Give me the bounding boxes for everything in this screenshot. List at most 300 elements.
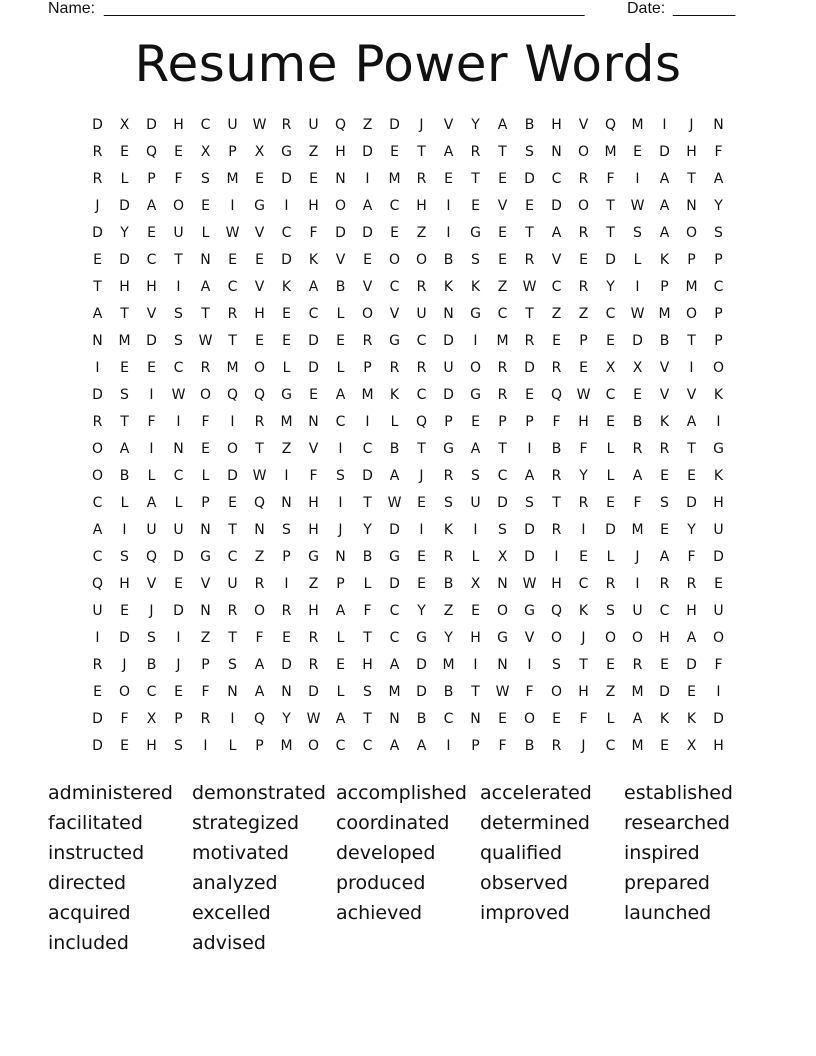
grid-letter[interactable]: Q (604, 117, 617, 133)
grid-letter[interactable]: P (363, 360, 372, 376)
grid-letter[interactable]: E (201, 441, 210, 457)
grid-letter[interactable]: A (659, 549, 670, 565)
grid-letter[interactable]: P (336, 576, 345, 592)
grid-letter[interactable]: I (284, 198, 289, 214)
grid-letter[interactable]: S (201, 171, 210, 187)
grid-letter[interactable]: L (120, 171, 129, 187)
grid-letter[interactable]: O (334, 198, 347, 214)
grid-letter[interactable]: R (308, 657, 319, 673)
grid-letter[interactable]: D (362, 144, 373, 160)
grid-letter[interactable]: X (200, 144, 211, 160)
grid-letter[interactable]: C (389, 630, 400, 646)
grid-letter[interactable]: L (174, 495, 183, 511)
grid-letter[interactable]: N (200, 252, 211, 268)
grid-letter[interactable]: L (120, 495, 129, 511)
grid-letter[interactable]: T (93, 279, 102, 295)
grid-letter[interactable]: I (365, 171, 370, 187)
grid-letter[interactable]: O (199, 387, 212, 403)
grid-letter[interactable]: E (714, 576, 723, 592)
grid-letter[interactable]: I (716, 684, 721, 700)
grid-letter[interactable]: R (605, 576, 616, 592)
grid-letter[interactable]: I (203, 738, 208, 754)
grid-letter[interactable]: T (687, 171, 696, 187)
grid-letter[interactable]: L (606, 468, 615, 484)
grid-letter[interactable]: M (118, 333, 131, 349)
grid-letter[interactable]: M (226, 171, 239, 187)
grid-letter[interactable]: I (284, 468, 289, 484)
grid-letter[interactable]: E (309, 171, 318, 187)
grid-letter[interactable]: R (416, 360, 427, 376)
grid-letter[interactable]: K (578, 603, 589, 619)
grid-letter[interactable]: R (416, 279, 427, 295)
grid-letter[interactable]: O (523, 711, 536, 727)
grid-letter[interactable]: X (146, 711, 157, 727)
grid-letter[interactable]: T (687, 333, 696, 349)
grid-letter[interactable]: D (92, 738, 103, 754)
grid-letter[interactable]: D (416, 684, 427, 700)
grid-letter[interactable]: H (470, 630, 481, 646)
grid-letter[interactable]: Y (120, 225, 129, 241)
grid-letter[interactable]: R (551, 360, 562, 376)
grid-letter[interactable]: W (522, 576, 537, 592)
grid-letter[interactable]: D (308, 333, 319, 349)
grid-letter[interactable]: A (92, 306, 103, 322)
grid-letter[interactable]: M (604, 144, 617, 160)
grid-letter[interactable]: A (389, 657, 400, 673)
grid-letter[interactable]: K (443, 522, 454, 538)
date-blank-line[interactable]: _______ (673, 0, 736, 17)
grid-letter[interactable]: D (659, 684, 670, 700)
grid-letter[interactable]: R (578, 279, 589, 295)
grid-letter[interactable]: H (335, 144, 346, 160)
grid-letter[interactable]: T (498, 144, 507, 160)
grid-letter[interactable]: P (714, 252, 723, 268)
grid-letter[interactable]: T (606, 198, 615, 214)
grid-letter[interactable]: I (176, 414, 181, 430)
grid-letter[interactable]: K (713, 468, 724, 484)
grid-letter[interactable]: E (255, 252, 264, 268)
grid-letter[interactable]: R (362, 333, 373, 349)
grid-letter[interactable]: A (362, 198, 373, 214)
grid-letter[interactable]: D (173, 549, 184, 565)
grid-letter[interactable]: D (146, 333, 157, 349)
grid-letter[interactable]: A (551, 225, 562, 241)
grid-letter[interactable]: M (361, 387, 374, 403)
grid-letter[interactable]: M (658, 306, 671, 322)
grid-letter[interactable]: F (552, 414, 561, 430)
grid-letter[interactable]: T (471, 171, 480, 187)
grid-letter[interactable]: I (149, 441, 154, 457)
grid-letter[interactable]: L (336, 360, 345, 376)
grid-letter[interactable]: V (146, 306, 157, 322)
grid-letter[interactable]: Y (444, 630, 453, 646)
grid-letter[interactable]: O (253, 360, 266, 376)
grid-letter[interactable]: H (578, 414, 589, 430)
grid-letter[interactable]: D (362, 225, 373, 241)
grid-letter[interactable]: R (443, 549, 454, 565)
grid-letter[interactable]: E (228, 252, 237, 268)
grid-letter[interactable]: S (606, 603, 615, 619)
grid-letter[interactable]: A (146, 198, 157, 214)
grid-letter[interactable]: L (201, 225, 210, 241)
grid-letter[interactable]: D (605, 252, 616, 268)
grid-letter[interactable]: I (419, 522, 424, 538)
grid-letter[interactable]: E (417, 549, 426, 565)
grid-letter[interactable]: D (524, 360, 535, 376)
grid-letter[interactable]: H (308, 495, 319, 511)
grid-letter[interactable]: E (687, 468, 696, 484)
grid-letter[interactable]: P (174, 711, 183, 727)
grid-letter[interactable]: N (497, 657, 508, 673)
grid-letter[interactable]: R (92, 414, 103, 430)
grid-letter[interactable]: E (93, 684, 102, 700)
grid-letter[interactable]: M (631, 117, 644, 133)
grid-letter[interactable]: S (363, 684, 372, 700)
grid-letter[interactable]: E (525, 387, 534, 403)
grid-letter[interactable]: C (146, 252, 157, 268)
grid-letter[interactable]: B (632, 414, 643, 430)
grid-letter[interactable]: U (470, 495, 481, 511)
grid-letter[interactable]: U (713, 522, 724, 538)
grid-letter[interactable]: O (496, 603, 509, 619)
grid-letter[interactable]: E (120, 360, 129, 376)
grid-letter[interactable]: X (254, 144, 265, 160)
grid-letter[interactable]: U (713, 603, 724, 619)
grid-letter[interactable]: L (633, 252, 642, 268)
grid-letter[interactable]: R (524, 333, 535, 349)
grid-letter[interactable]: Y (282, 711, 291, 727)
grid-letter[interactable]: O (253, 603, 266, 619)
grid-letter[interactable]: G (389, 549, 400, 565)
grid-letter[interactable]: E (282, 630, 291, 646)
grid-letter[interactable]: R (416, 171, 427, 187)
grid-letter[interactable]: N (200, 522, 211, 538)
grid-letter[interactable]: E (255, 333, 264, 349)
grid-letter[interactable]: O (226, 441, 239, 457)
grid-letter[interactable]: W (171, 387, 186, 403)
grid-letter[interactable]: P (714, 306, 723, 322)
grid-letter[interactable]: I (527, 657, 532, 673)
grid-letter[interactable]: W (495, 684, 510, 700)
grid-letter[interactable]: P (201, 495, 210, 511)
grid-letter[interactable]: X (497, 549, 508, 565)
grid-letter[interactable]: D (659, 144, 670, 160)
grid-letter[interactable]: J (95, 198, 100, 214)
grid-letter[interactable]: J (419, 117, 424, 133)
grid-letter[interactable]: E (660, 657, 669, 673)
grid-letter[interactable]: W (576, 387, 591, 403)
grid-letter[interactable]: V (308, 441, 319, 457)
grid-letter[interactable]: V (335, 252, 346, 268)
grid-letter[interactable]: I (365, 414, 370, 430)
grid-letter[interactable]: Q (226, 387, 239, 403)
grid-letter[interactable]: Y (579, 468, 588, 484)
grid-letter[interactable]: H (551, 576, 562, 592)
grid-letter[interactable]: E (579, 360, 588, 376)
grid-letter[interactable]: N (470, 711, 481, 727)
grid-letter[interactable]: T (228, 630, 237, 646)
grid-letter[interactable]: E (498, 252, 507, 268)
grid-letter[interactable]: I (230, 414, 235, 430)
grid-letter[interactable]: L (228, 738, 237, 754)
grid-letter[interactable]: K (443, 279, 454, 295)
grid-letter[interactable]: C (605, 738, 616, 754)
grid-letter[interactable]: R (551, 738, 562, 754)
grid-letter[interactable]: I (635, 576, 640, 592)
grid-letter[interactable]: E (282, 306, 291, 322)
grid-letter[interactable]: R (281, 603, 292, 619)
grid-letter[interactable]: H (416, 198, 427, 214)
grid-letter[interactable]: H (119, 576, 130, 592)
grid-letter[interactable]: D (632, 333, 643, 349)
grid-letter[interactable]: V (578, 117, 589, 133)
grid-letter[interactable]: P (201, 657, 210, 673)
grid-letter[interactable]: T (417, 144, 426, 160)
grid-letter[interactable]: E (336, 333, 345, 349)
grid-letter[interactable]: A (659, 171, 670, 187)
grid-letter[interactable]: I (689, 360, 694, 376)
grid-letter[interactable]: S (633, 225, 642, 241)
grid-letter[interactable]: R (578, 495, 589, 511)
grid-letter[interactable]: E (309, 387, 318, 403)
grid-letter[interactable]: O (712, 630, 725, 646)
grid-letter[interactable]: R (389, 360, 400, 376)
grid-letter[interactable]: K (659, 252, 670, 268)
grid-letter[interactable]: Y (471, 117, 480, 133)
grid-letter[interactable]: O (550, 630, 563, 646)
grid-letter[interactable]: R (497, 360, 508, 376)
grid-letter[interactable]: E (228, 495, 237, 511)
grid-letter[interactable]: C (389, 603, 400, 619)
grid-letter[interactable]: E (471, 414, 480, 430)
grid-letter[interactable]: F (687, 549, 696, 565)
grid-letter[interactable]: I (230, 198, 235, 214)
grid-letter[interactable]: X (605, 360, 616, 376)
grid-letter[interactable]: E (147, 360, 156, 376)
grid-letter[interactable]: I (554, 549, 559, 565)
grid-letter[interactable]: S (282, 522, 291, 538)
grid-letter[interactable]: I (122, 522, 127, 538)
grid-letter[interactable]: S (174, 738, 183, 754)
grid-letter[interactable]: B (524, 738, 535, 754)
grid-letter[interactable]: P (444, 414, 453, 430)
grid-letter[interactable]: Q (253, 711, 266, 727)
grid-letter[interactable]: O (172, 198, 185, 214)
grid-letter[interactable]: Z (200, 630, 211, 646)
grid-letter[interactable]: E (525, 198, 534, 214)
grid-letter[interactable]: E (363, 252, 372, 268)
grid-letter[interactable]: E (336, 657, 345, 673)
grid-letter[interactable]: H (659, 630, 670, 646)
grid-letter[interactable]: L (201, 468, 210, 484)
grid-letter[interactable]: V (362, 279, 373, 295)
grid-letter[interactable]: J (689, 117, 694, 133)
grid-letter[interactable]: E (498, 225, 507, 241)
grid-letter[interactable]: K (659, 414, 670, 430)
grid-letter[interactable]: E (660, 738, 669, 754)
grid-letter[interactable]: D (92, 225, 103, 241)
grid-letter[interactable]: O (577, 198, 590, 214)
grid-letter[interactable]: B (524, 117, 535, 133)
grid-letter[interactable]: H (308, 198, 319, 214)
grid-letter[interactable]: I (284, 576, 289, 592)
grid-letter[interactable]: E (174, 144, 183, 160)
grid-letter[interactable]: L (282, 360, 291, 376)
grid-letter[interactable]: B (443, 576, 454, 592)
grid-letter[interactable]: G (308, 549, 319, 565)
grid-letter[interactable]: N (551, 144, 562, 160)
grid-letter[interactable]: Z (416, 225, 427, 241)
grid-letter[interactable]: H (146, 738, 157, 754)
grid-letter[interactable]: A (92, 522, 103, 538)
grid-letter[interactable]: E (606, 657, 615, 673)
grid-letter[interactable]: K (389, 387, 400, 403)
grid-letter[interactable]: E (147, 225, 156, 241)
grid-letter[interactable]: O (604, 630, 617, 646)
grid-letter[interactable]: C (551, 171, 562, 187)
grid-letter[interactable]: Q (415, 414, 428, 430)
grid-letter[interactable]: Z (308, 144, 319, 160)
grid-letter[interactable]: A (389, 468, 400, 484)
grid-letter[interactable]: V (389, 306, 400, 322)
grid-letter[interactable]: L (147, 468, 156, 484)
grid-letter[interactable]: T (228, 333, 237, 349)
grid-letter[interactable]: P (687, 252, 696, 268)
grid-letter[interactable]: E (93, 252, 102, 268)
grid-letter[interactable]: N (92, 333, 103, 349)
grid-letter[interactable]: R (578, 171, 589, 187)
grid-letter[interactable]: A (470, 441, 481, 457)
grid-letter[interactable]: F (498, 738, 507, 754)
grid-letter[interactable]: I (635, 171, 640, 187)
grid-letter[interactable]: E (390, 144, 399, 160)
grid-letter[interactable]: I (446, 225, 451, 241)
grid-letter[interactable]: N (173, 441, 184, 457)
grid-letter[interactable]: F (255, 630, 264, 646)
grid-letter[interactable]: Z (605, 684, 616, 700)
grid-letter[interactable]: S (174, 306, 183, 322)
grid-letter[interactable]: S (120, 549, 129, 565)
grid-letter[interactable]: M (631, 522, 644, 538)
grid-letter[interactable]: L (336, 306, 345, 322)
grid-letter[interactable]: C (335, 738, 346, 754)
grid-letter[interactable]: U (92, 603, 103, 619)
grid-letter[interactable]: A (335, 603, 346, 619)
grid-letter[interactable]: C (443, 711, 454, 727)
grid-letter[interactable]: I (446, 738, 451, 754)
grid-letter[interactable]: R (200, 360, 211, 376)
grid-letter[interactable]: E (606, 495, 615, 511)
grid-letter[interactable]: D (92, 117, 103, 133)
grid-letter[interactable]: N (335, 171, 346, 187)
grid-letter[interactable]: W (198, 333, 213, 349)
grid-letter[interactable]: N (497, 576, 508, 592)
grid-letter[interactable]: A (659, 198, 670, 214)
grid-letter[interactable]: C (389, 279, 400, 295)
grid-letter[interactable]: D (416, 657, 427, 673)
grid-letter[interactable]: E (579, 549, 588, 565)
grid-letter[interactable]: I (581, 522, 586, 538)
grid-letter[interactable]: R (632, 441, 643, 457)
grid-letter[interactable]: T (174, 252, 183, 268)
grid-letter[interactable]: D (389, 117, 400, 133)
grid-letter[interactable]: D (524, 549, 535, 565)
grid-letter[interactable]: M (388, 684, 401, 700)
grid-letter[interactable]: U (173, 225, 184, 241)
grid-letter[interactable]: S (525, 495, 534, 511)
grid-letter[interactable]: C (416, 333, 427, 349)
grid-letter[interactable]: C (335, 414, 346, 430)
grid-letter[interactable]: N (713, 117, 724, 133)
grid-letter[interactable]: S (660, 495, 669, 511)
grid-letter[interactable]: Y (687, 522, 696, 538)
grid-letter[interactable]: O (307, 738, 320, 754)
grid-letter[interactable]: V (254, 279, 265, 295)
grid-letter[interactable]: X (470, 576, 481, 592)
grid-letter[interactable]: A (632, 468, 643, 484)
grid-letter[interactable]: H (578, 684, 589, 700)
grid-letter[interactable]: H (362, 657, 373, 673)
grid-letter[interactable]: W (522, 279, 537, 295)
grid-letter[interactable]: D (92, 711, 103, 727)
grid-letter[interactable]: G (524, 603, 535, 619)
grid-letter[interactable]: R (308, 630, 319, 646)
grid-letter[interactable]: R (281, 117, 292, 133)
grid-letter[interactable]: A (389, 738, 400, 754)
grid-letter[interactable]: A (200, 279, 211, 295)
grid-letter[interactable]: N (281, 684, 292, 700)
grid-letter[interactable]: T (471, 684, 480, 700)
grid-letter[interactable]: A (443, 144, 454, 160)
grid-letter[interactable]: K (659, 711, 670, 727)
grid-letter[interactable]: W (630, 306, 645, 322)
grid-letter[interactable]: G (443, 441, 454, 457)
grid-letter[interactable]: E (444, 171, 453, 187)
grid-letter[interactable]: U (443, 360, 454, 376)
grid-letter[interactable]: A (146, 495, 157, 511)
grid-letter[interactable]: C (200, 117, 211, 133)
grid-letter[interactable]: O (577, 144, 590, 160)
grid-letter[interactable]: T (120, 306, 129, 322)
grid-letter[interactable]: D (713, 711, 724, 727)
grid-letter[interactable]: E (687, 684, 696, 700)
grid-letter[interactable]: H (713, 495, 724, 511)
grid-letter[interactable]: A (659, 225, 670, 241)
grid-letter[interactable]: B (146, 657, 157, 673)
grid-letter[interactable]: F (201, 684, 210, 700)
grid-letter[interactable]: S (336, 468, 345, 484)
grid-letter[interactable]: A (632, 711, 643, 727)
grid-letter[interactable]: E (552, 333, 561, 349)
grid-letter[interactable]: R (470, 144, 481, 160)
grid-letter[interactable]: V (686, 387, 697, 403)
grid-letter[interactable]: T (363, 495, 372, 511)
grid-letter[interactable]: F (579, 441, 588, 457)
grid-letter[interactable]: C (389, 198, 400, 214)
grid-letter[interactable]: C (713, 279, 724, 295)
grid-letter[interactable]: D (389, 576, 400, 592)
grid-letter[interactable]: T (687, 441, 696, 457)
grid-letter[interactable]: J (581, 630, 586, 646)
grid-letter[interactable]: V (659, 387, 670, 403)
grid-letter[interactable]: F (120, 711, 129, 727)
grid-letter[interactable]: A (713, 171, 724, 187)
grid-letter[interactable]: J (122, 657, 127, 673)
grid-letter[interactable]: Y (417, 603, 426, 619)
grid-letter[interactable]: H (173, 117, 184, 133)
grid-letter[interactable]: B (119, 468, 130, 484)
grid-letter[interactable]: E (660, 522, 669, 538)
